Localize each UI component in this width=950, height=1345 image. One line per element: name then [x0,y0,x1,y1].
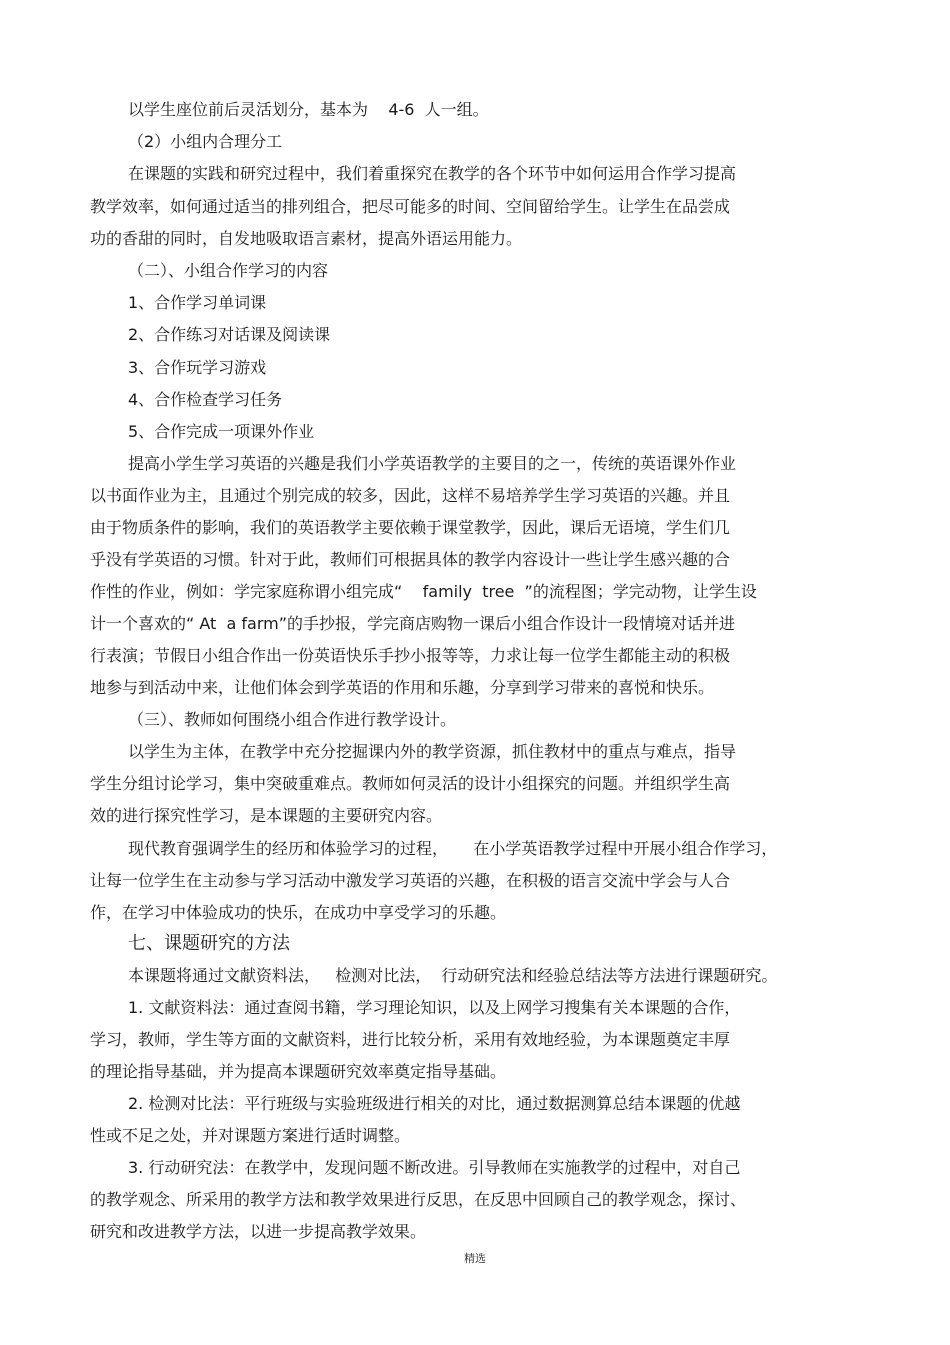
text-line: 1. 文献资料法：通过查阅书籍，学习理论知识，以及上网学习搜集有关本课题的合作， [128,998,741,1017]
text-line: 提高小学生学习英语的兴趣是我们小学英语教学的主要目的之一，传统的英语课外作业 [128,454,737,473]
text-line: 计一个喜欢的“ At a farm”的手抄报，学完商店购物一课后小组合作设计一段情境对话并进 [90,614,735,633]
text-line: 在课题的实践和研究过程中，我们着重探究在教学的各个环节中如何运用合作学习提高 [128,164,737,183]
text-line: 3. 行动研究法：在教学中，发现问题不断改进。引导教师在实施教学的过程中，对自己 [128,1158,741,1177]
text-line: 地参与到活动中来，让他们体会到学英语的作用和乐趣，分享到学习带来的喜悦和快乐。 [90,678,715,697]
list-item: 5、合作完成一项课外作业 [128,422,315,441]
text-line: 学生分组讨论学习，集中突破重难点。教师如何灵活的设计小组探究的问题。并组织学生高 [90,774,731,793]
text-line: 教学效率，如何通过适当的排列组合，把尽可能多的时间、空间留给学生。让学生在品尝成 [90,197,731,216]
text-line: 功的香甜的同时，自发地吸取语言素材，提高外语运用能力。 [90,229,523,248]
list-item: 2、合作练习对话课及阅读课 [128,325,331,344]
text-line: 的理论指导基础，并为提高本课题研究效率奠定指导基础。 [90,1062,507,1081]
text-line: 乎没有学英语的习惯。针对于此，教师们可根据具体的教学内容设计一些让学生感兴趣的合 [90,550,731,569]
text-line: 的教学观念、所采用的教学方法和教学效果进行反思，在反思中回顾自己的教学观念，探讨、 [90,1190,747,1209]
text-line: 性或不足之处，并对课题方案进行适时调整。 [90,1126,411,1145]
text-line: 研究和改进教学方法，以进一步提高教学效果。 [90,1222,427,1241]
list-item: 4、合作检查学习任务 [128,390,283,409]
text-line: 以学生为主体，在教学中充分挖掘课内外的教学资源，抓住教材中的重点与难点，指导 [128,742,737,761]
page-footer: 精选 [464,1252,486,1265]
text-line: 以书面作业为主，且通过个别完成的较多，因此，这样不易培养学生学习英语的兴趣。并且 [90,486,731,505]
text-line: 让每一位学生在主动参与学习活动中激发学习英语的兴趣，在积极的语言交流中学会与人合 [90,871,731,890]
text-line: 作性的作业，例如：学完家庭称谓小组完成“ family tree ”的流程图；学完动物，让学生设 [90,582,757,601]
text-line: 作，在学习中体验成功的快乐，在成功中享受学习的乐趣。 [90,903,507,922]
section-subheading: （三）、教师如何围绕小组合作进行教学设计。 [128,710,457,729]
text-line: 现代教育强调学生的经历和体验学习的过程， 在小学英语教学过程中开展小组合作学习， [128,839,778,858]
text-line: 2. 检测对比法：平行班级与实验班级进行相关的对比，通过数据测算总结本课题的优越 [128,1094,741,1113]
section-subheading: （2）小组内合理分工 [128,132,283,151]
text-line: 本课题将通过文献资料法， 检测对比法， 行动研究法和经验总结法等方法进行课题研究。 [128,966,778,985]
text-line: 学习，教师，学生等方面的文献资料，进行比较分析，采用有效地经验，为本课题奠定丰厚 [90,1030,731,1049]
text-line: 以学生座位前后灵活划分，基本为 4-6 人一组。 [128,100,489,119]
section-subheading: （二）、小组合作学习的内容 [128,261,329,280]
text-line: 效的进行探究性学习，是本课题的主要研究内容。 [90,806,443,825]
list-item: 3、合作玩学习游戏 [128,358,267,377]
section-heading: 七、课题研究的方法 [128,933,290,954]
list-item: 1、合作学习单词课 [128,293,267,312]
text-line: 行表演；节假日小组合作出一份英语快乐手抄小报等等，力求让每一位学生都能主动的积极 [90,646,731,665]
text-line: 由于物质条件的影响，我们的英语教学主要依赖于课堂教学，因此，课后无语境，学生们几 [90,518,731,537]
